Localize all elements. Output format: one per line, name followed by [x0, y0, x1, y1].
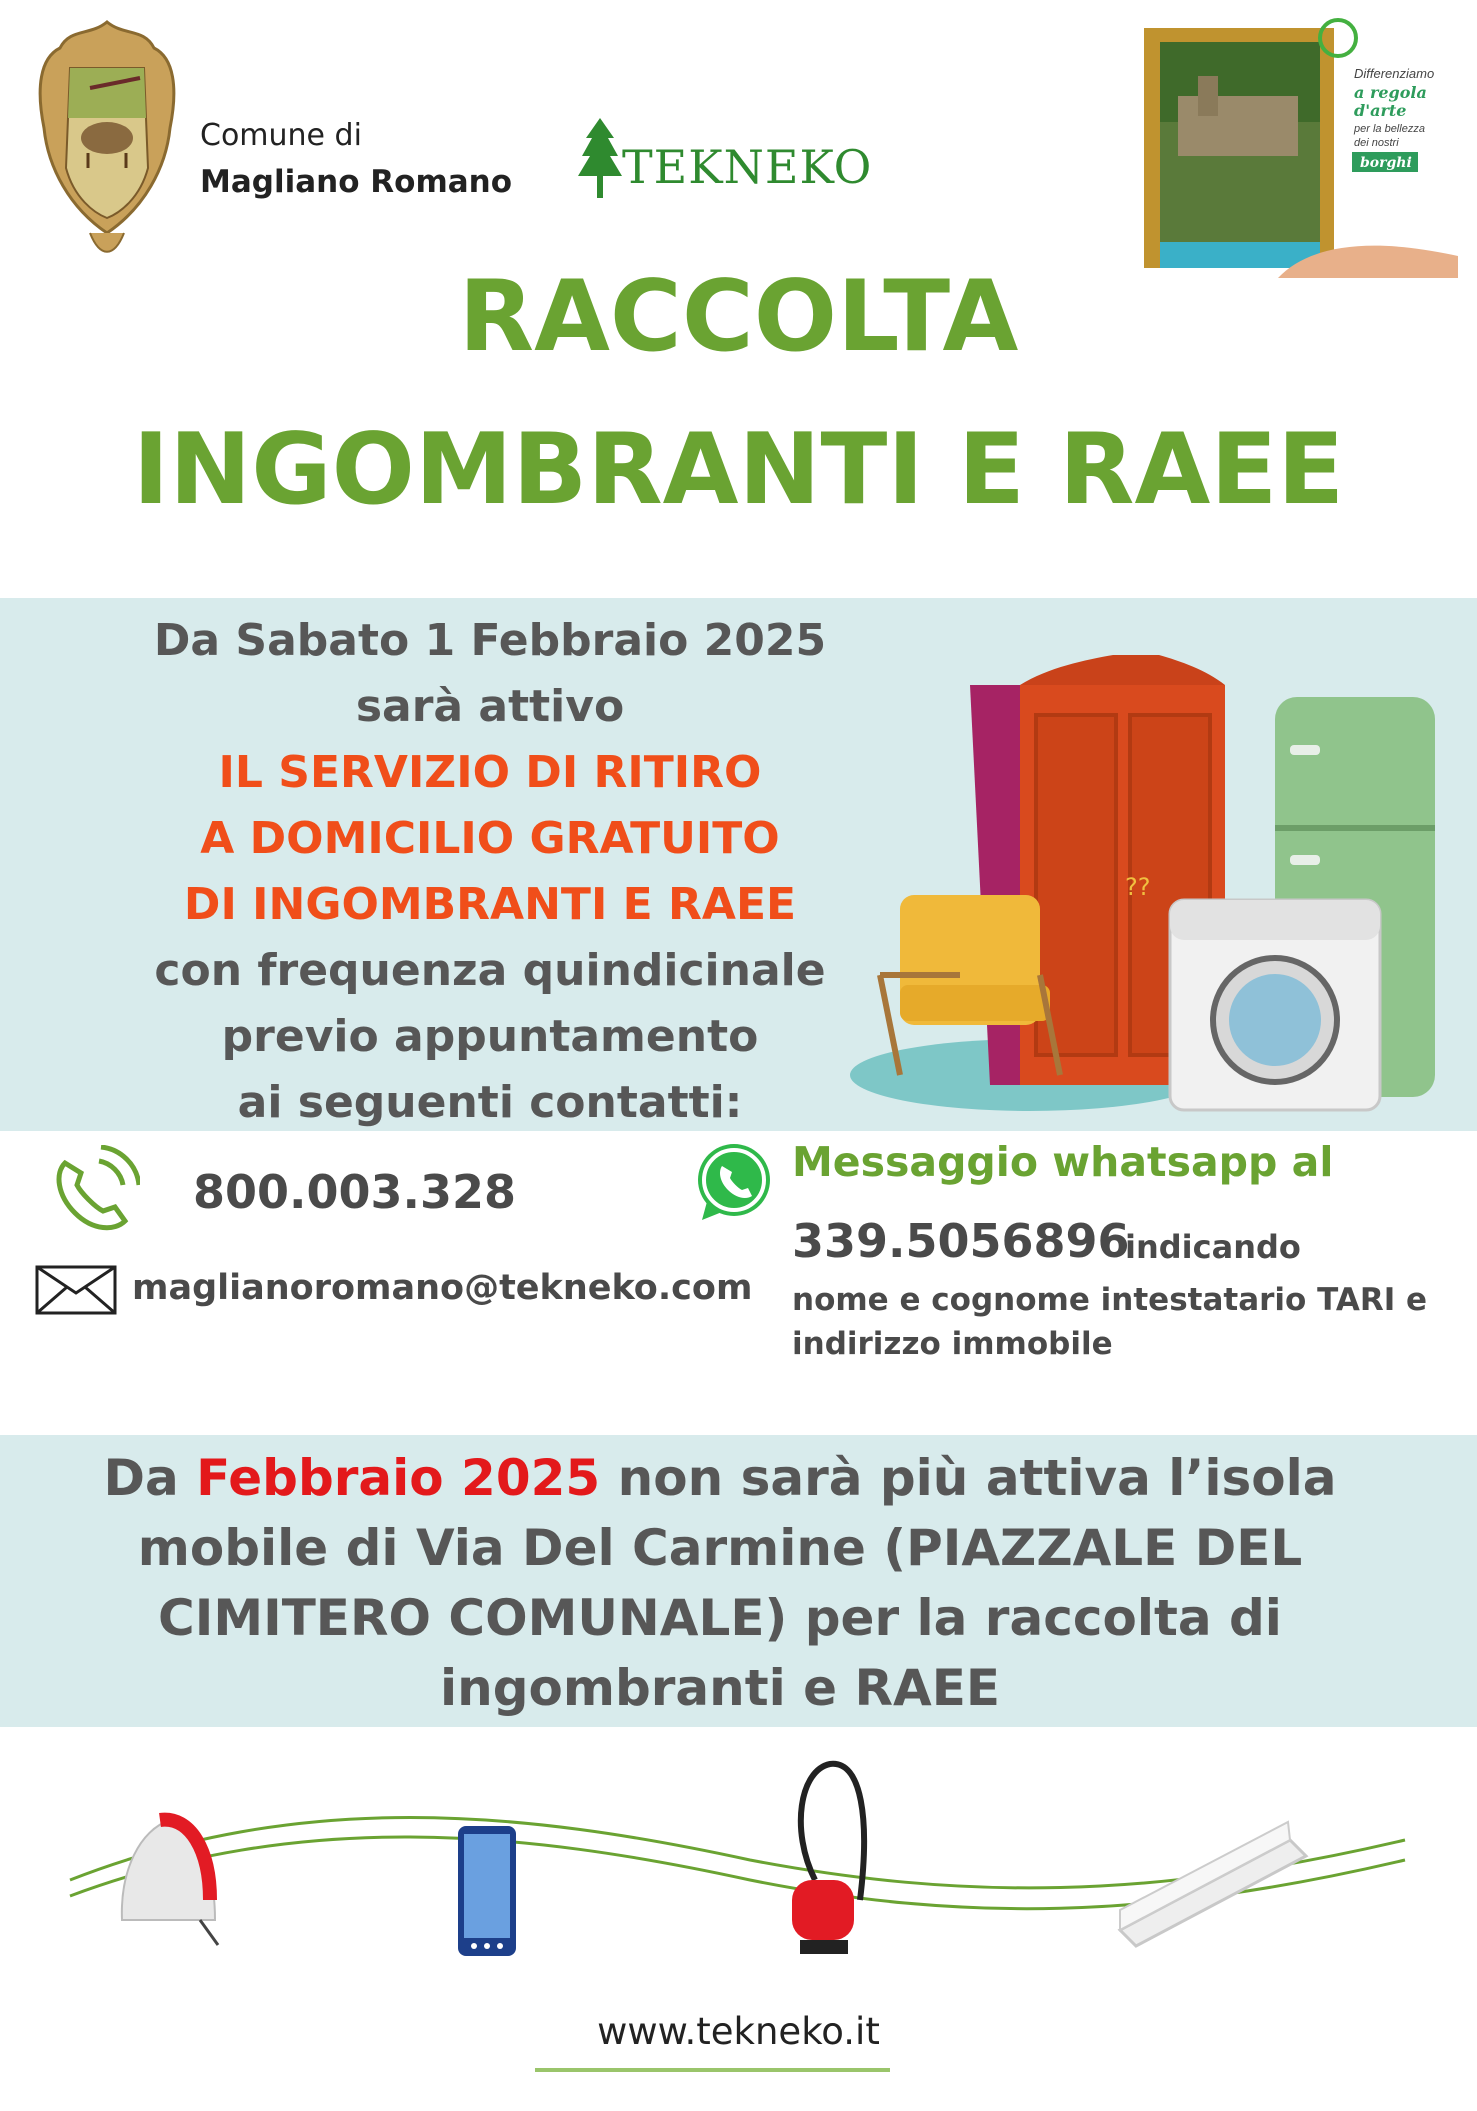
whatsapp-icon — [690, 1140, 775, 1225]
whatsapp-note-line1: nome e cognome intestatario TARI e — [792, 1282, 1428, 1318]
page-title-line2: INGOMBRANTI E RAEE — [132, 413, 1345, 527]
campaign-text-3: d'arte — [1354, 101, 1407, 120]
campaign-text-1: Differenziamo — [1354, 66, 1435, 81]
campaign-text-5: dei nostri — [1354, 137, 1399, 149]
whatsapp-number[interactable]: 339.5056896 — [792, 1214, 1130, 1268]
comune-prefix: Comune di — [200, 118, 362, 153]
service-highlight2: A DOMICILIO GRATUITO — [200, 813, 780, 864]
svg-text:??: ?? — [1125, 873, 1151, 901]
crest-icon — [30, 18, 185, 266]
notice-line3: CIMITERO COMUNALE) per la raccolta di — [158, 1589, 1282, 1647]
website-link[interactable]: www.tekneko.it — [597, 2010, 880, 2053]
whatsapp-title: Messaggio whatsapp al — [792, 1138, 1334, 1186]
service-line3: con frequenza quindicinale — [154, 945, 826, 996]
notice-line2: mobile di Via Del Carmine (PIAZZALE DEL — [137, 1519, 1303, 1577]
page-title-line1: RACCOLTA — [458, 260, 1019, 374]
notice-line1-rest: non sarà più attiva l’isola — [600, 1449, 1337, 1507]
notice-pre: Da — [103, 1449, 197, 1507]
notice-band — [0, 1435, 1477, 1727]
iron-icon — [122, 1820, 218, 1945]
campaign-image — [1138, 16, 1470, 278]
washing-machine-icon — [1170, 900, 1380, 1110]
notice-line1 — [40, 1443, 1400, 1513]
furniture-illustration — [840, 655, 1460, 1115]
appliances-illustration — [0, 1750, 1477, 1980]
notice-highlight: Febbraio 2025 — [196, 1449, 601, 1507]
vacuum-icon — [792, 1764, 864, 1954]
service-highlight3: DI INGOMBRANTI E RAEE — [183, 879, 797, 930]
service-line2: sarà attivo — [355, 681, 625, 732]
service-line4: previo appuntamento — [221, 1011, 759, 1062]
service-highlight1: IL SERVIZIO DI RITIRO — [218, 747, 762, 798]
mail-icon — [35, 1265, 117, 1315]
whatsapp-indicando: indicando — [1125, 1228, 1301, 1266]
campaign-text-2: a regola — [1354, 83, 1427, 102]
smartphone-icon — [458, 1826, 516, 1956]
campaign-badge: borghi — [1360, 155, 1412, 171]
comune-name: Magliano Romano — [200, 164, 513, 200]
service-line5: ai seguenti contatti: — [237, 1077, 743, 1128]
phone-icon — [45, 1145, 140, 1240]
service-line1: Da Sabato 1 Febbraio 2025 — [153, 615, 827, 666]
notice-line4: ingombranti e RAEE — [439, 1659, 1001, 1717]
phone-number[interactable]: 800.003.328 — [193, 1165, 517, 1219]
email-address[interactable]: maglianoromano@tekneko.com — [132, 1268, 753, 1308]
whatsapp-note-line2: indirizzo immobile — [792, 1326, 1113, 1362]
campaign-text-4: per la bellezza — [1354, 123, 1425, 135]
tree-icon — [578, 118, 622, 200]
website-underline — [535, 2068, 890, 2072]
partner-logo-text: TEKNEKO — [622, 140, 873, 194]
